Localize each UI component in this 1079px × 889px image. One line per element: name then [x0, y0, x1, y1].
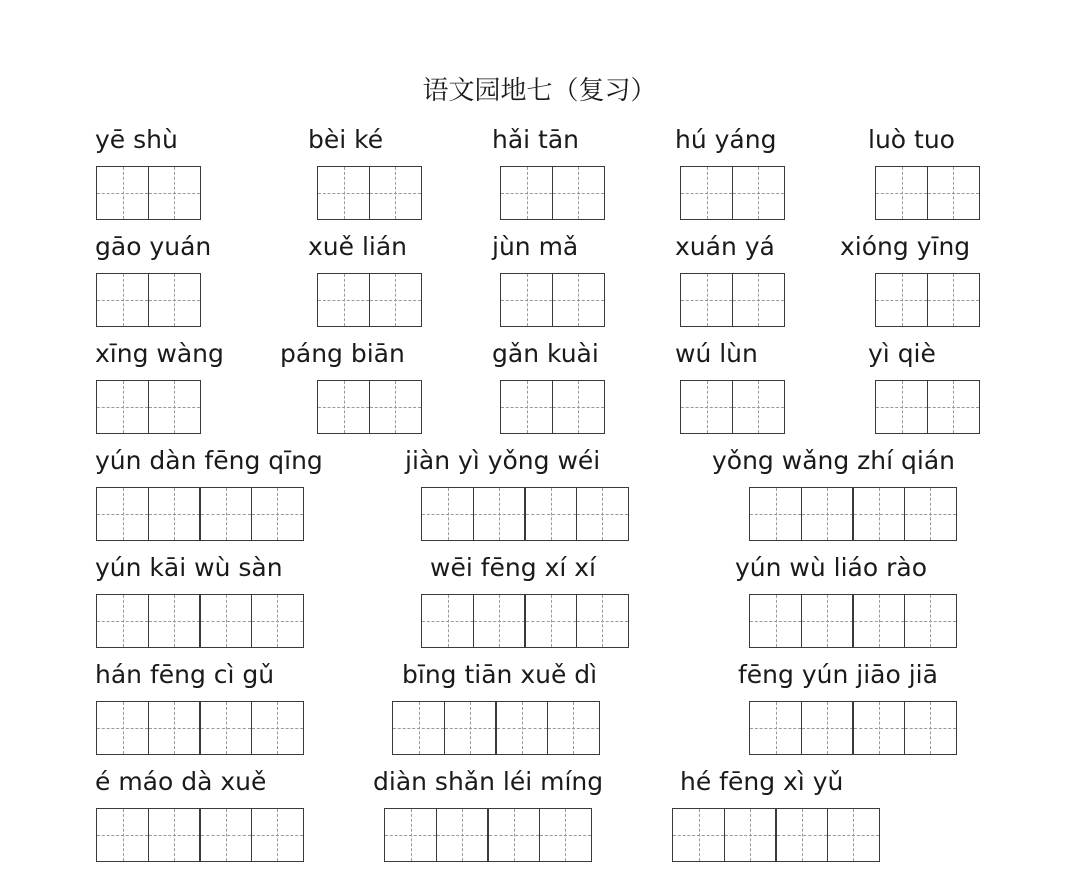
pinyin-label: gāo yuán: [95, 232, 212, 261]
writing-grid: [96, 166, 199, 220]
tianzige-cell[interactable]: [199, 487, 252, 541]
pinyin-label: luò tuo: [868, 125, 955, 154]
pinyin-label: hán fēng cì gǔ: [95, 660, 275, 689]
pinyin-label: xuě lián: [308, 232, 408, 261]
tianzige-cell[interactable]: [552, 166, 605, 220]
tianzige-cell[interactable]: [96, 594, 149, 648]
tianzige-cell[interactable]: [749, 701, 802, 755]
tianzige-cell[interactable]: [495, 701, 548, 755]
tianzige-cell[interactable]: [251, 808, 304, 862]
pinyin-label: fēng yún jiāo jiā: [738, 660, 938, 689]
tianzige-cell[interactable]: [421, 487, 474, 541]
tianzige-cell[interactable]: [487, 808, 540, 862]
tianzige-cell[interactable]: [927, 166, 980, 220]
writing-grid: [421, 487, 627, 541]
writing-grid: [680, 273, 783, 327]
tianzige-cell[interactable]: [801, 594, 854, 648]
tianzige-cell[interactable]: [927, 273, 980, 327]
writing-grid: [875, 380, 978, 434]
writing-grid: [317, 380, 420, 434]
pinyin-label: yún wù liáo rào: [735, 553, 928, 582]
pinyin-label: yì qiè: [868, 339, 936, 368]
pinyin-label: gǎn kuài: [492, 339, 599, 368]
writing-grid: [96, 487, 302, 541]
tianzige-cell[interactable]: [852, 594, 905, 648]
tianzige-cell[interactable]: [251, 594, 304, 648]
writing-grid: [96, 808, 302, 862]
tianzige-cell[interactable]: [199, 701, 252, 755]
pinyin-label: yǒng wǎng zhí qián: [712, 446, 956, 475]
tianzige-cell[interactable]: [732, 380, 785, 434]
pinyin-label: hé fēng xì yǔ: [680, 767, 844, 796]
tianzige-cell[interactable]: [852, 701, 905, 755]
pinyin-label: diàn shǎn léi míng: [373, 767, 604, 796]
pinyin-label: xióng yīng: [840, 232, 971, 261]
writing-grid: [875, 273, 978, 327]
tianzige-cell[interactable]: [801, 487, 854, 541]
tianzige-cell[interactable]: [904, 594, 957, 648]
tianzige-cell[interactable]: [576, 594, 629, 648]
tianzige-cell[interactable]: [749, 594, 802, 648]
tianzige-cell[interactable]: [369, 166, 422, 220]
tianzige-cell[interactable]: [875, 273, 928, 327]
pinyin-label: yún kāi wù sàn: [95, 553, 283, 582]
writing-grid: [317, 273, 420, 327]
tianzige-cell[interactable]: [547, 701, 600, 755]
writing-grid: [96, 380, 199, 434]
tianzige-cell[interactable]: [392, 701, 445, 755]
tianzige-cell[interactable]: [317, 380, 370, 434]
writing-grid: [384, 808, 590, 862]
pinyin-label: é máo dà xuě: [95, 767, 267, 796]
writing-grid: [500, 380, 603, 434]
tianzige-cell[interactable]: [672, 808, 725, 862]
pinyin-label: jùn mǎ: [492, 232, 579, 261]
tianzige-cell[interactable]: [148, 487, 201, 541]
tianzige-cell[interactable]: [251, 701, 304, 755]
tianzige-cell[interactable]: [680, 273, 733, 327]
writing-grid: [749, 487, 955, 541]
tianzige-cell[interactable]: [148, 594, 201, 648]
pinyin-label: xuán yá: [675, 232, 775, 261]
tianzige-cell[interactable]: [199, 808, 252, 862]
tianzige-cell[interactable]: [500, 273, 553, 327]
writing-grid: [680, 380, 783, 434]
writing-grid: [96, 273, 199, 327]
pinyin-label: hú yáng: [675, 125, 777, 154]
pinyin-label: hǎi tān: [492, 125, 580, 154]
tianzige-cell[interactable]: [199, 594, 252, 648]
tianzige-cell[interactable]: [317, 273, 370, 327]
tianzige-cell[interactable]: [473, 594, 526, 648]
pinyin-label: bīng tiān xuě dì: [402, 660, 598, 689]
writing-grid: [749, 701, 955, 755]
tianzige-cell[interactable]: [852, 487, 905, 541]
tianzige-cell[interactable]: [576, 487, 629, 541]
tianzige-cell[interactable]: [775, 808, 828, 862]
tianzige-cell[interactable]: [732, 273, 785, 327]
pinyin-label: xīng wàng: [95, 339, 224, 368]
tianzige-cell[interactable]: [96, 273, 149, 327]
writing-grid: [680, 166, 783, 220]
tianzige-cell[interactable]: [148, 273, 201, 327]
tianzige-cell[interactable]: [927, 380, 980, 434]
pinyin-label: wú lùn: [675, 339, 758, 368]
tianzige-cell[interactable]: [680, 380, 733, 434]
tianzige-cell[interactable]: [875, 166, 928, 220]
pinyin-label: wēi fēng xí xí: [430, 553, 596, 582]
tianzige-cell[interactable]: [724, 808, 777, 862]
pinyin-label: jiàn yì yǒng wéi: [405, 446, 601, 475]
pinyin-label: páng biān: [280, 339, 405, 368]
pinyin-label: yún dàn fēng qīng: [95, 446, 323, 475]
writing-grid: [317, 166, 420, 220]
tianzige-cell[interactable]: [473, 487, 526, 541]
writing-grid: [500, 166, 603, 220]
tianzige-cell[interactable]: [680, 166, 733, 220]
tianzige-cell[interactable]: [500, 166, 553, 220]
tianzige-cell[interactable]: [524, 594, 577, 648]
tianzige-cell[interactable]: [96, 808, 149, 862]
tianzige-cell[interactable]: [444, 701, 497, 755]
tianzige-cell[interactable]: [500, 380, 553, 434]
tianzige-cell[interactable]: [96, 701, 149, 755]
tianzige-cell[interactable]: [749, 487, 802, 541]
writing-grid: [875, 166, 978, 220]
tianzige-cell[interactable]: [552, 273, 605, 327]
tianzige-cell[interactable]: [421, 594, 474, 648]
tianzige-cell[interactable]: [384, 808, 437, 862]
writing-grid: [392, 701, 598, 755]
writing-grid: [500, 273, 603, 327]
tianzige-cell[interactable]: [552, 380, 605, 434]
tianzige-cell[interactable]: [369, 273, 422, 327]
tianzige-cell[interactable]: [904, 487, 957, 541]
tianzige-cell[interactable]: [96, 487, 149, 541]
writing-grid: [749, 594, 955, 648]
writing-grid: [421, 594, 627, 648]
tianzige-cell[interactable]: [96, 166, 149, 220]
tianzige-cell[interactable]: [875, 380, 928, 434]
tianzige-cell[interactable]: [827, 808, 880, 862]
tianzige-cell[interactable]: [251, 487, 304, 541]
writing-grid: [96, 594, 302, 648]
tianzige-cell[interactable]: [524, 487, 577, 541]
tianzige-cell[interactable]: [904, 701, 957, 755]
tianzige-cell[interactable]: [317, 166, 370, 220]
pinyin-label: bèi ké: [308, 125, 384, 154]
page-title: 语文园地七（复习）: [422, 76, 657, 106]
tianzige-cell[interactable]: [148, 701, 201, 755]
tianzige-cell[interactable]: [436, 808, 489, 862]
pinyin-label: yē shù: [95, 125, 178, 154]
tianzige-cell[interactable]: [732, 166, 785, 220]
writing-grid: [672, 808, 878, 862]
tianzige-cell[interactable]: [96, 380, 149, 434]
tianzige-cell[interactable]: [801, 701, 854, 755]
tianzige-cell[interactable]: [148, 380, 201, 434]
tianzige-cell[interactable]: [369, 380, 422, 434]
writing-grid: [96, 701, 302, 755]
tianzige-cell[interactable]: [148, 808, 201, 862]
tianzige-cell[interactable]: [539, 808, 592, 862]
tianzige-cell[interactable]: [148, 166, 201, 220]
